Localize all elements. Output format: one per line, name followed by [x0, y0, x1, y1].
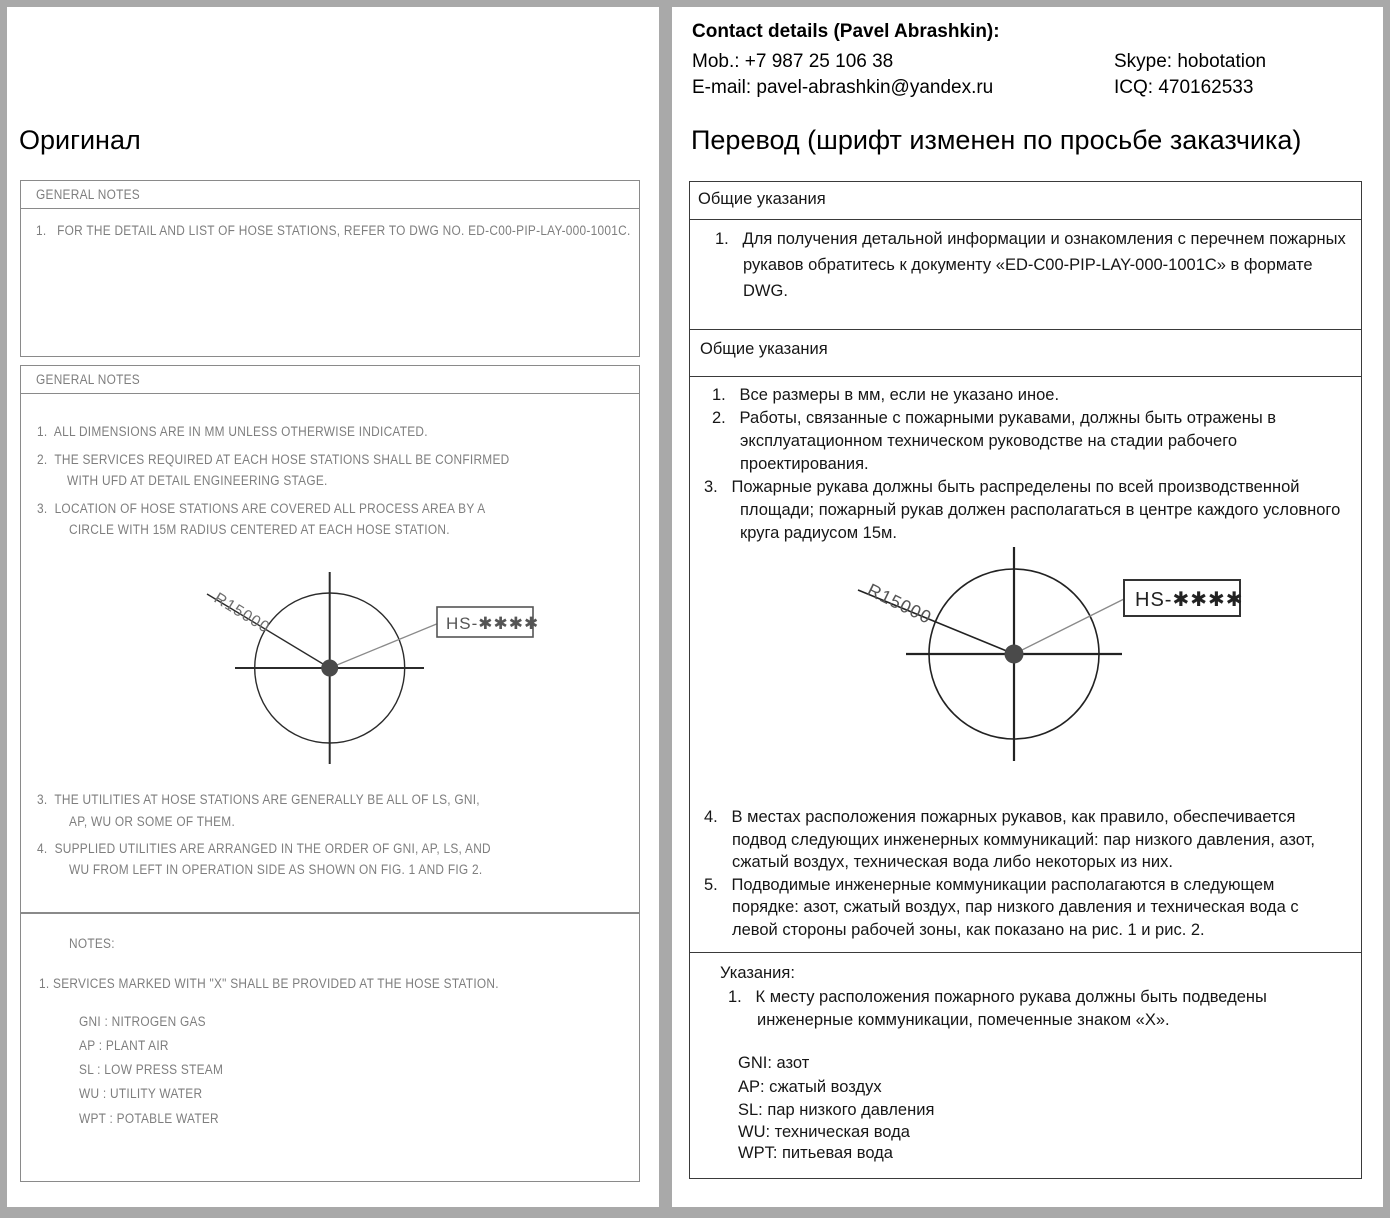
general-notes-header-1	[21, 181, 639, 209]
section-header-label: GENERAL NOTES	[36, 187, 141, 202]
note-line: 1. FOR THE DETAIL AND LIST OF HOSE STATIONS, REFER TO DWG NO. ED-C00-PIP-LAY-000-1001C.	[36, 223, 631, 238]
translation-panel	[672, 7, 1383, 1207]
note-line: AP, WU OR SOME OF THEM.	[69, 814, 236, 829]
translation-title: Перевод (шрифт изменен по просьбе заказчика)	[691, 125, 1302, 155]
row-separator	[690, 219, 1361, 220]
note-line: эксплуатационном техническом руководстве на стадии рабочего	[740, 432, 1238, 450]
station-tag-label: HS-✱✱✱✱	[446, 614, 540, 633]
original-title: Оригинал	[19, 125, 141, 155]
contact-mobile: Mob.: +7 987 25 106 38	[692, 51, 894, 72]
note-line: 3. Пожарные рукава должны быть распределены по всей производственной	[704, 478, 1300, 496]
legend-item: WU : UTILITY WATER	[79, 1086, 203, 1101]
legend-item: WPT : POTABLE WATER	[79, 1111, 219, 1126]
legend-item: GNI : NITROGEN GAS	[79, 1014, 206, 1029]
legend-item: AP : PLANT AIR	[79, 1038, 169, 1053]
hose-station-coverage-diagram	[181, 559, 561, 784]
station-center-dot	[321, 660, 338, 677]
legend-item: AP: сжатый воздух	[738, 1078, 882, 1096]
note-line: 2. Работы, связанные с пожарными рукавами, должны быть отражены в	[712, 409, 1277, 427]
note-line: 2. THE SERVICES REQUIRED AT EACH HOSE STATIONS SHALL BE CONFIRMED	[37, 452, 510, 467]
note-line: 3. THE UTILITIES AT HOSE STATIONS ARE GENERALLY BE ALL OF LS, GNI,	[37, 792, 480, 807]
legend-item: WPT: питьевая вода	[738, 1144, 893, 1162]
legend-item: GNI: азот	[738, 1054, 810, 1072]
leader-line	[330, 623, 439, 668]
notes-box	[20, 913, 640, 1182]
note-line: WITH UFD AT DETAIL ENGINEERING STAGE.	[67, 473, 328, 488]
note-line: круга радиусом 15м.	[740, 524, 897, 542]
section-header-label: Общие указания	[700, 340, 828, 358]
contact-email: E-mail: pavel-abrashkin@yandex.ru	[692, 77, 994, 98]
general-notes-header-2	[21, 366, 639, 394]
station-tag-label: HS-✱✱✱✱	[1135, 589, 1244, 611]
legend-item: SL: пар низкого давления	[738, 1101, 935, 1119]
general-notes-box-2	[20, 365, 640, 913]
radius-label: R15000	[864, 579, 936, 628]
note-line: левой стороны рабочей зоны, как показано на рис. 1 и рис. 2.	[732, 921, 1205, 939]
note-line: подвод следующих инженерных коммуникаций: пар низкого давления, азот,	[732, 831, 1315, 849]
contact-title: Contact details (Pavel Abrashkin):	[692, 21, 1000, 42]
leader-line	[1014, 598, 1126, 654]
translation-table	[689, 181, 1362, 1179]
contact-skype: Skype: hobotation	[1114, 51, 1267, 72]
legend-item: WU: техническая вода	[738, 1123, 910, 1141]
note-line: сжатый воздух, техническая вода либо некоторых из них.	[732, 853, 1173, 871]
note-line: CIRCLE WITH 15M RADIUS CENTERED AT EACH HOSE STATION.	[69, 522, 450, 537]
note-line: 1. К месту расположения пожарного рукава должны быть подведены	[728, 988, 1267, 1006]
note-line: WU FROM LEFT IN OPERATION SIDE AS SHOWN ON FIG. 1 AND FIG 2.	[69, 862, 483, 877]
note-line: 1. Для получения детальной информации и ознакомления с перечнем пожарных	[715, 230, 1346, 248]
section-header-label: Общие указания	[698, 190, 826, 208]
radius-label: R15000	[210, 589, 273, 637]
note-line: рукавов обратитесь к документу «ED-C00-PIP-LAY-000-1001C» в формате	[743, 256, 1313, 274]
note-line: DWG.	[743, 282, 788, 300]
hose-station-coverage-diagram	[818, 546, 1278, 781]
note-line: 1. ALL DIMENSIONS ARE IN MM UNLESS OTHERWISE INDICATED.	[37, 424, 428, 439]
note-line: порядке: азот, сжатый воздух, пар низкого давления и техническая вода с	[732, 898, 1299, 916]
row-separator	[690, 329, 1361, 330]
note-line: 4. В местах расположения пожарных рукавов, как правило, обеспечивается	[704, 808, 1296, 826]
section-header-label: GENERAL NOTES	[36, 372, 141, 387]
note-line: 4. SUPPLIED UTILITIES ARE ARRANGED IN THE ORDER OF GNI, AP, LS, AND	[37, 841, 491, 856]
note-line: 3. LOCATION OF HOSE STATIONS ARE COVERED ALL PROCESS AREA BY A	[37, 501, 486, 516]
row-separator	[690, 952, 1361, 953]
note-line: 5. Подводимые инженерные коммуникации располагаются в следующем	[704, 876, 1275, 894]
notes-label: Указания:	[720, 964, 795, 982]
row-separator	[690, 376, 1361, 377]
notes-label: NOTES:	[69, 936, 115, 951]
original-panel	[7, 7, 659, 1207]
note-line: площади; пожарный рукав должен располагаться в центре каждого условного	[740, 501, 1341, 519]
station-center-dot	[1005, 645, 1024, 664]
legend-item: SL : LOW PRESS STEAM	[79, 1062, 224, 1077]
contact-icq: ICQ: 470162533	[1114, 77, 1254, 98]
note-line: 1. SERVICES MARKED WITH "X" SHALL BE PROVIDED AT THE HOSE STATION.	[39, 976, 499, 991]
note-line: проектирования.	[740, 455, 869, 473]
note-line: 1. Все размеры в мм, если не указано иное.	[712, 386, 1060, 404]
note-line: инженерные коммуникации, помеченные знаком «X».	[757, 1011, 1170, 1029]
general-notes-box-1	[20, 180, 640, 357]
